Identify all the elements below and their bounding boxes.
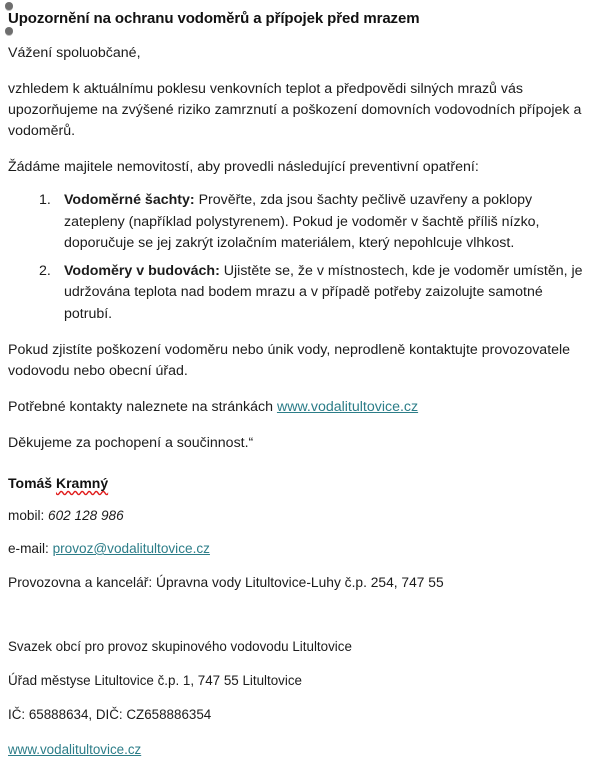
salutation-paragraph: Vážení spoluobčané,: [8, 45, 141, 61]
list-item: [8, 255, 594, 326]
footer-identifiers: IČ: 65888634, DIČ: CZ658886354: [8, 707, 212, 722]
email-line: [8, 526, 594, 559]
signature-name: [8, 454, 594, 493]
mobile-line: [8, 493, 594, 526]
preventive-measures-list: [8, 178, 594, 325]
footer-website-line: [8, 724, 594, 759]
request-paragraph: Žádáme majitele nemovitostí, aby provedli následující preventivní opatření:: [8, 159, 479, 175]
list-item: [8, 190, 594, 255]
measure-lead: Vodoměrné šachty:: [64, 192, 195, 208]
measure-text: Prověřte, zda jsou šachty pečlivě uzavřeny a poklopy zatepleny (například polystyrenem). Pokud je vodoměr v šachtě příliš nízko, doporučuje se jej zakrýt izolačním materiálem, který nepohlcuje vlhkost.: [64, 192, 540, 251]
mobile-value: 602 128 986: [48, 508, 124, 523]
measure-lead: Vodoměry v budovách:: [64, 262, 220, 279]
mobile-label: mobil:: [8, 508, 49, 523]
office-address-line: Provozovna a kancelář: Úpravna vody Litultovice-Luhy č.p. 254, 747 55: [8, 575, 444, 590]
damage-notice-paragraph: Pokud zjistíte poškození vodoměru nebo únik vody, neprodleně kontaktujte provozovatele vodovodu nebo obecní úřad.: [8, 342, 571, 379]
thanks-paragraph: Děkujeme za pochopení a součinnost.“: [8, 435, 254, 451]
contacts-paragraph: [8, 382, 594, 418]
page-title: Upozornění na ochranu vodoměrů a přípojek před mrazem: [8, 10, 420, 27]
website-link[interactable]: www.vodalitultovice.cz: [276, 399, 419, 415]
footer-address: Úřad městyse Litultovice č.p. 1, 747 55 Litultovice: [8, 673, 302, 688]
email-label: e-mail:: [8, 541, 53, 556]
signature-last-name: Kramný: [55, 475, 109, 491]
footer-block: [8, 593, 594, 759]
contacts-prefix-text: Potřebné kontakty naleznete na stránkách: [8, 399, 277, 415]
measure-text: Ujistěte se, že v místnostech, kde je vodoměr umístěn, je udržována teplota nad bodem mrazu a v případě potřeby zaizolujte samotné potrubí.: [64, 262, 583, 322]
footer-organization: Svazek obcí pro provoz skupinového vodovodu Litultovice: [8, 639, 352, 654]
signature-first-name: Tomáš: [8, 475, 56, 491]
footer-website-link[interactable]: www.vodalitultovice.cz: [8, 742, 142, 757]
intro-paragraph: vzhledem k aktuálnímu poklesu venkovních teplot a předpovědi silných mrazů vás upozorňujeme na zvýšené riziko zamrznutí a poškození domovních vodovodních přípojek a vodoměrů.: [8, 81, 582, 139]
email-link[interactable]: provoz@vodalitultovice.cz: [52, 541, 210, 556]
